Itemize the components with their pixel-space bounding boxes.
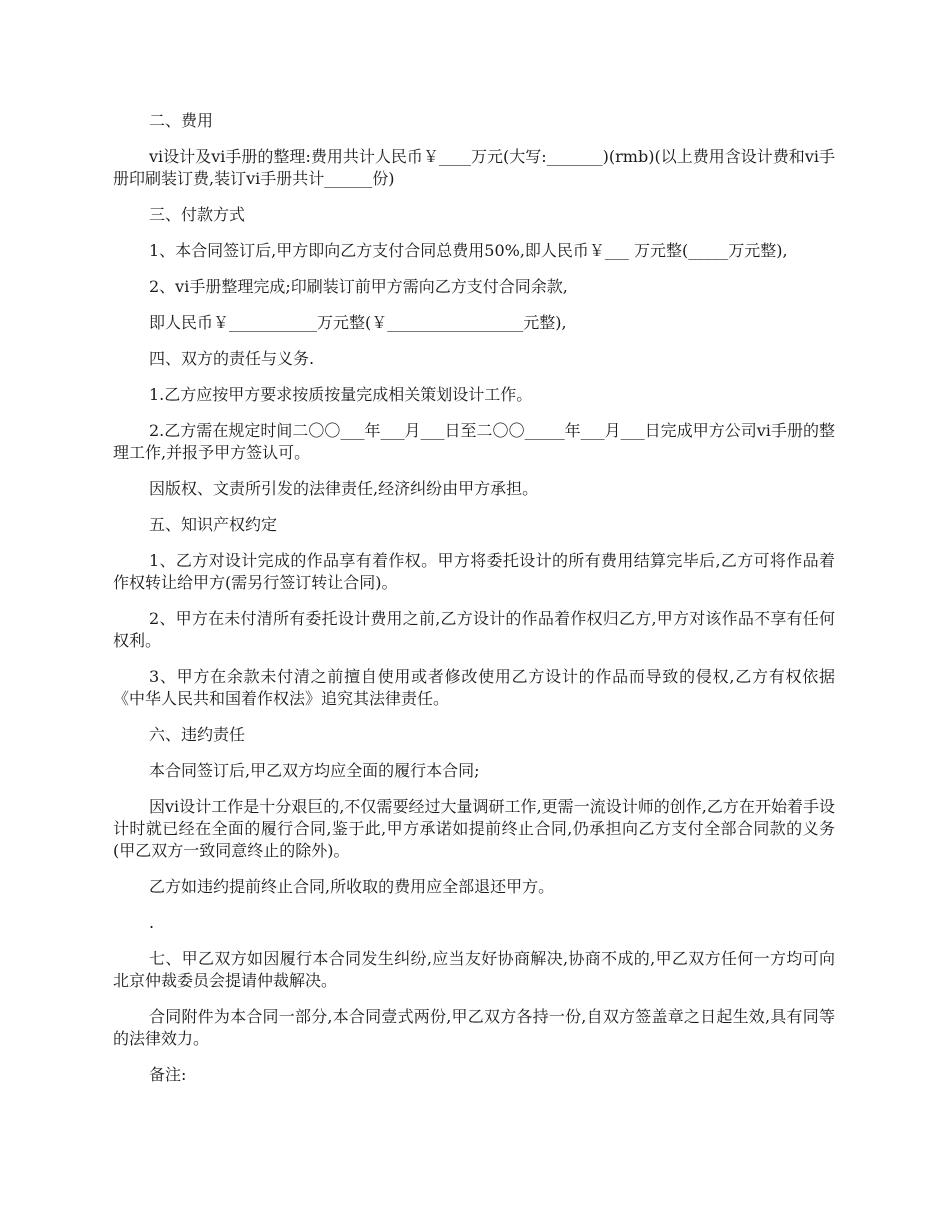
- section-dispute: 七、甲乙双方如因履行本合同发生纠纷,应当友好协商解决,协商不成的,甲乙双方任何一方均可向北京仲裁委员会提请仲裁解决。: [113, 949, 835, 990]
- breach-item-3: 乙方如违约提前终止合同,所收取的费用应全部退还甲方。: [149, 877, 555, 896]
- breach-item-2: 因vi设计工作是十分艰巨的,不仅需要经过大量调研工作,更需一流设计师的创作,乙方在开始着手设计时就已经在全面的履行合同,鉴于此,甲方承诺如提前终止合同,仍承担向乙方支付全部合同款的义务(甲乙双方一致同意终止的除外)。: [113, 797, 835, 860]
- payment-item-2-amount: 即人民币￥___________万元整(￥_________________元整),: [149, 313, 567, 332]
- document-page: [113, 110, 835, 1100]
- section-heading-duties: 四、双方的责任与义务.: [149, 349, 315, 368]
- ip-item-2: 2、甲方在未付清所有委托设计费用之前,乙方设计的作品着作权归乙方,甲方对该作品不享有任何权利。: [113, 609, 835, 650]
- fees-paragraph: vi设计及vi手册的整理:费用共计人民币￥____万元(大写:_______)(rmb)(以上费用含设计费和vi手册印刷装订费,装订vi手册共计______份): [113, 147, 835, 188]
- duty-item-2: 2.乙方需在规定时间二〇〇___年___月___日至二〇〇_____年___月___日完成甲方公司vi手册的整理工作,并报予甲方签认可。: [113, 421, 835, 462]
- payment-item-2: 2、vi手册整理完成;印刷装订前甲方需向乙方支付合同余款,: [149, 277, 568, 296]
- section-heading-payment: 三、付款方式: [149, 205, 246, 224]
- ip-item-1: 1、乙方对设计完成的作品享有着作权。甲方将委托设计的所有费用结算完毕后,乙方可将作品着作权转让给甲方(需另行签订转让合同)。: [113, 551, 835, 592]
- duty-item-1: 1.乙方应按甲方要求按质按量完成相关策划设计工作。: [149, 385, 533, 404]
- section-heading-ip: 五、知识产权约定: [149, 515, 278, 534]
- stray-period: .: [149, 913, 155, 932]
- section-heading-breach: 六、违约责任: [149, 725, 246, 744]
- remarks-label: 备注:: [149, 1065, 187, 1084]
- attachment-clause: 合同附件为本合同一部分,本合同壹式两份,甲乙双方各持一份,自双方签盖章之日起生效,具有同等的法律效力。: [113, 1007, 835, 1048]
- ip-item-3: 3、甲方在余款未付清之前擅自使用或者修改使用乙方设计的作品而导致的侵权,乙方有权依据《中华人民共和国着作权法》追究其法律责任。: [113, 667, 835, 708]
- duty-copyright-liability: 因版权、文责所引发的法律责任,经济纠纷由甲方承担。: [149, 479, 539, 498]
- breach-item-1: 本合同签订后,甲乙双方均应全面的履行本合同;: [149, 761, 480, 780]
- section-heading-fees: 二、费用: [149, 111, 214, 130]
- payment-item-1: 1、本合同签订后,甲方即向乙方支付合同总费用50%,即人民币￥___ 万元整(_____万元整),: [149, 241, 788, 260]
